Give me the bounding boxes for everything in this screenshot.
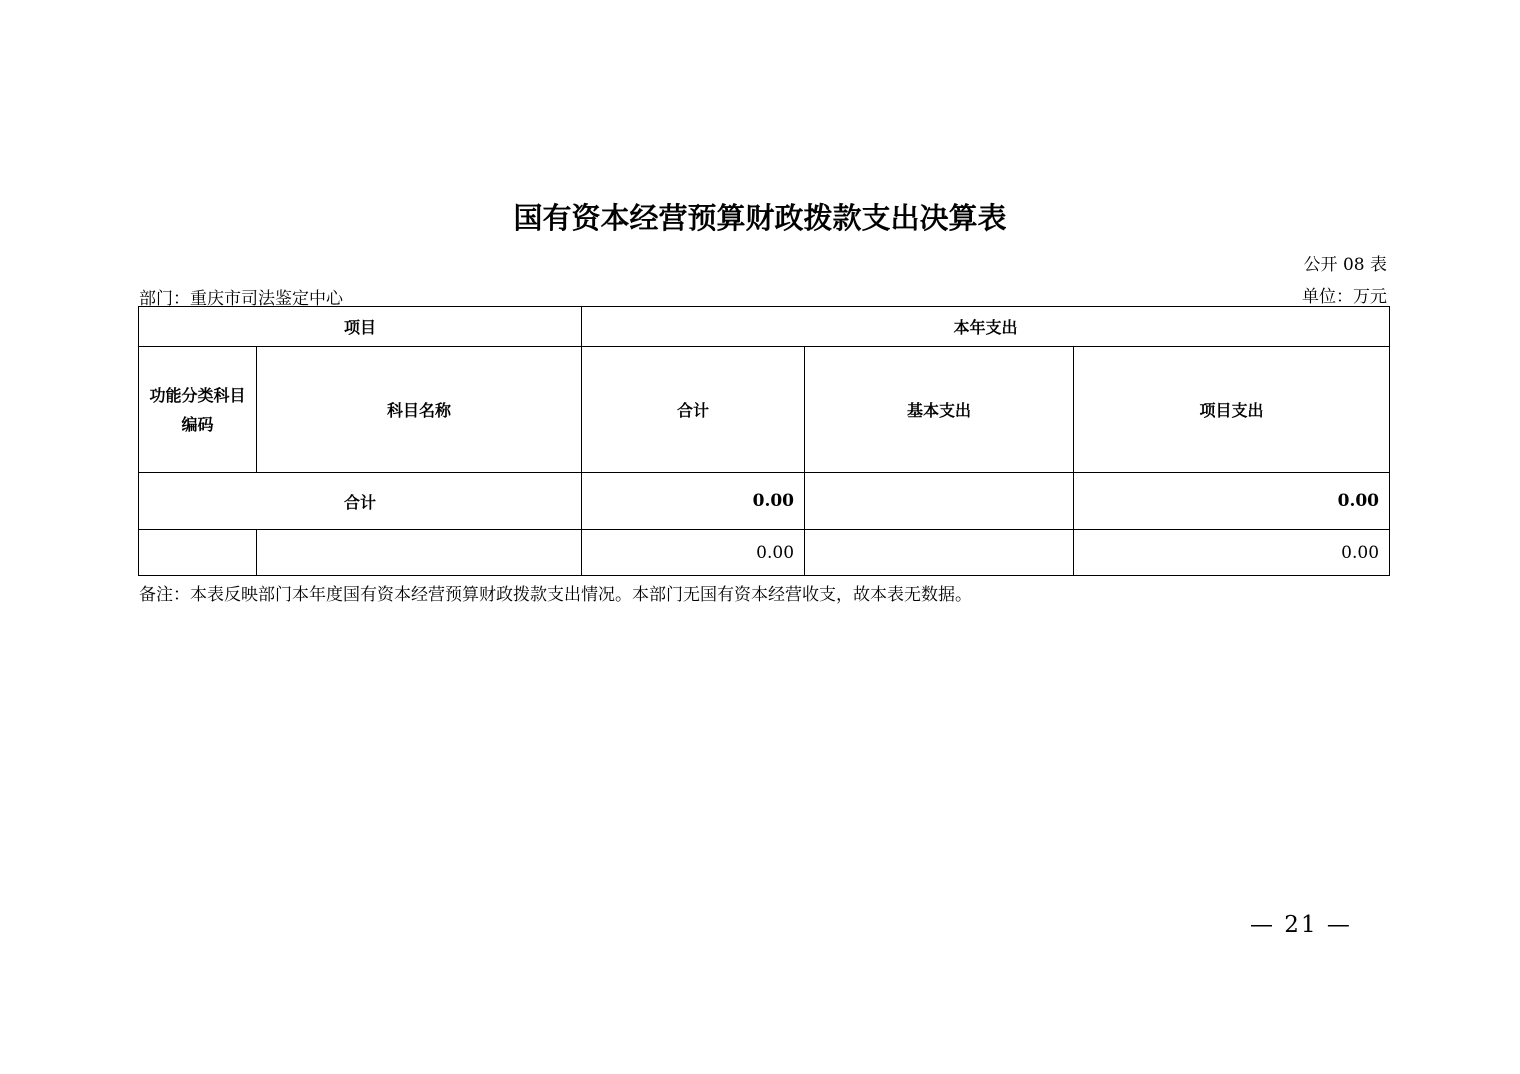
department-label: 部门：重庆市司法鉴定中心 bbox=[139, 289, 343, 309]
row-project-value: 0.00 bbox=[1074, 530, 1390, 576]
row-basic-value bbox=[805, 530, 1074, 576]
unit-label: 单位：万元 bbox=[1302, 287, 1387, 307]
row-code bbox=[139, 530, 257, 576]
total-label: 合计 bbox=[139, 473, 582, 530]
row-name bbox=[257, 530, 582, 576]
table-total-row bbox=[139, 473, 1390, 530]
total-total-value: 0.00 bbox=[582, 473, 805, 530]
header-project: 项目 bbox=[139, 307, 582, 347]
header-project-expense: 项目支出 bbox=[1074, 347, 1390, 473]
table-header-row bbox=[139, 307, 1390, 347]
header-name: 科目名称 bbox=[257, 347, 582, 473]
row-total-value: 0.00 bbox=[582, 530, 805, 576]
total-basic-value bbox=[805, 473, 1074, 530]
header-basic: 基本支出 bbox=[805, 347, 1074, 473]
table-note: 备注：本表反映部门本年度国有资本经营预算财政拨款支出情况。本部门无国有资本经营收支，故本表无数据。 bbox=[139, 585, 972, 605]
header-current-year: 本年支出 bbox=[582, 307, 1390, 347]
header-total: 合计 bbox=[582, 347, 805, 473]
table-subheader-row bbox=[139, 347, 1390, 473]
page-title: 国有资本经营预算财政拨款支出决算表 bbox=[513, 201, 1007, 235]
page-number: — 21 — bbox=[1250, 912, 1352, 938]
total-project-value: 0.00 bbox=[1074, 473, 1390, 530]
form-number: 公开 08 表 bbox=[1303, 255, 1387, 275]
budget-table bbox=[138, 306, 1390, 576]
header-code: 功能分类科目编码 bbox=[139, 347, 257, 473]
table-row bbox=[139, 530, 1390, 576]
